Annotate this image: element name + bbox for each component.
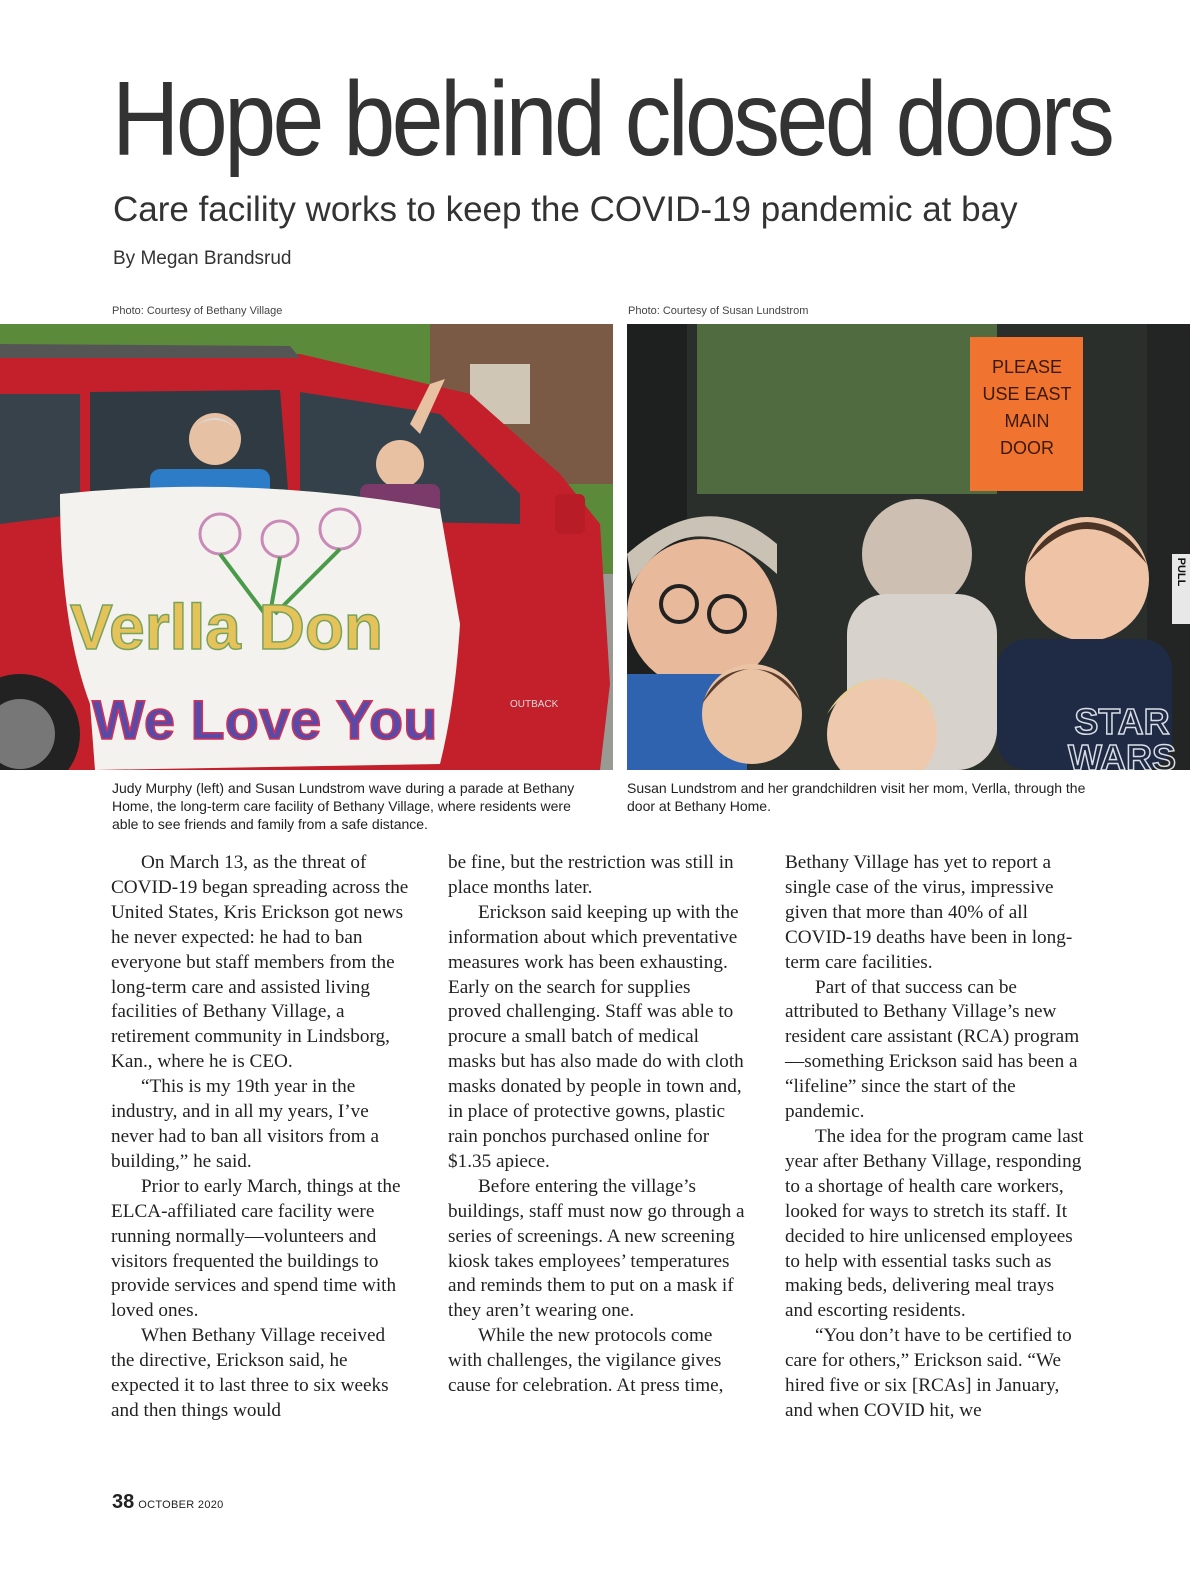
paragraph: “This is my 19th year in the industry, and in all my years, I’ve never had to ban all visitors from a building,” he said.	[111, 1076, 380, 1172]
paragraph: be fine, but the restriction was still in place months later.	[448, 852, 734, 898]
sign-line-4: DOOR	[1000, 438, 1054, 458]
shirt-text-1: STAR	[1074, 701, 1170, 742]
article-column-2	[448, 851, 748, 1399]
paragraph: Before entering the village’s buildings, staff must now go through a series of screenings. A new screening kiosk takes employees’ temperatures and reminds them to put on a mask if they aren’t wearing one.	[448, 1175, 745, 1322]
paragraph: Bethany Village has yet to report a single case of the virus, impressive given that more than 40% of all COVID-19 deaths have been in long-term care facilities.	[785, 852, 1073, 973]
sign-line-2: USE EAST	[982, 384, 1072, 404]
sign-line-1: PLEASE	[991, 357, 1063, 377]
paragraph: On March 13, as the threat of COVID-19 began spreading across the United States, Kris Erickson got news he never expected: he had to ban everyone but staff members from the long-term care and assisted living facilities of Bethany Village, a retirement community in Lindsborg, Kan., where he is CEO.	[111, 852, 409, 1073]
article-title: Hope behind closed doors	[112, 60, 1112, 178]
car-badge: OUTBACK	[510, 699, 559, 710]
paragraph: Erickson said keeping up with the information about which preventative measures work has been exhausting. Early on the search for supplies proved challenging. Staff was able to procure a small batch of medical masks but has also made do with cloth masks donated by people in town and, in place of protective gowns, plastic rain ponchos purchased online for $1.35 apiece.	[448, 901, 744, 1172]
paragraph: When Bethany Village received the directive, Erickson said, he expected it to last three to six weeks and then things would	[111, 1325, 389, 1421]
door-visit-photo	[627, 324, 1190, 770]
banner-text-line2: We Love You	[92, 688, 438, 751]
photo-credit-right: Photo: Courtesy of Susan Lundstrom	[628, 305, 809, 317]
photo-caption-right: Susan Lundstrom and her grandchildren visit her mom, Verlla, through the door at Bethany Home.	[627, 780, 1086, 814]
parade-photo	[0, 324, 613, 770]
paragraph: While the new protocols come with challenges, the vigilance gives cause for celebration. At press time,	[448, 1325, 724, 1397]
paragraph: Part of that success can be attributed to Bethany Village’s new resident care assistant (RCA) program—something Erickson said has been a “lifeline” since the start of the pandemic.	[785, 976, 1080, 1123]
page-number: 38	[112, 1491, 135, 1513]
paragraph: The idea for the program came last year after Bethany Village, responding to a shortage of health care workers, looked for ways to stretch its staff. It decided to hire unlicensed employees to help with essential tasks such as making beds, delivering meal trays and escorting residents.	[785, 1125, 1084, 1322]
byline: By Megan Brandsrud	[113, 248, 292, 269]
paragraph: “You don’t have to be certified to care for others,” Erickson said. “We hired five or six [RCAs] in January, and when COVID hit, we	[785, 1325, 1072, 1421]
article-column-1	[111, 851, 411, 1424]
banner-text-line1: Verlla Don	[70, 591, 383, 663]
paragraph: Prior to early March, things at the ELCA-affiliated care facility were running normally—volunteers and visitors frequented the buildings to provide services and spend time with loved ones.	[111, 1175, 401, 1322]
issue-date: OCTOBER 2020	[138, 1499, 224, 1511]
article-subtitle: Care facility works to keep the COVID-19 pandemic at bay	[113, 190, 1018, 229]
shirt-text-2: WARS	[1068, 737, 1176, 770]
page-footer	[112, 1491, 224, 1514]
sign-line-3: MAIN	[1004, 411, 1050, 431]
photo-credit-left: Photo: Courtesy of Bethany Village	[112, 305, 283, 317]
door-pull-label: PULL	[1175, 557, 1187, 587]
photo-caption-left: Judy Murphy (left) and Susan Lundstrom wave during a parade at Bethany Home, the long-term care facility of Bethany Village, where residents were able to see friends and family from a safe distance.	[112, 780, 575, 832]
article-column-3	[785, 851, 1085, 1424]
